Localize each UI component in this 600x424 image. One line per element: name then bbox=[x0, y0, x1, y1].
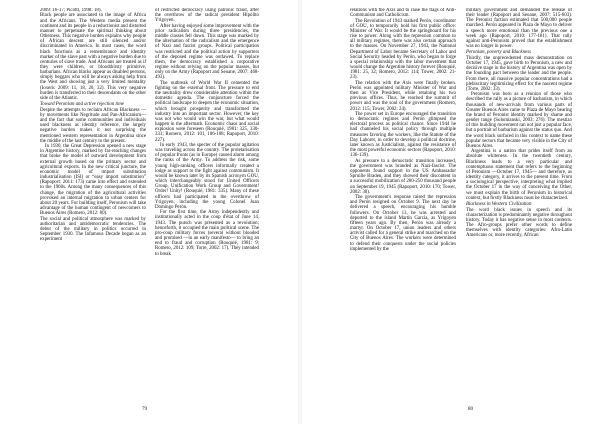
body-paragraph: The power set in Europe encouraged the transition to democratic regimes and Perón glimpsed the electoral process as political chance. Since 1944 he had channeled his social policy through multiple measures favoring the workers, like the Statute of the Day Laborer, in order to develop a political doctrine, later known as Justicialism, against the resistance of the most powerful economic sectors (Rapoport, 2010: 136-139). bbox=[350, 112, 456, 159]
body-paragraph: Peronism was born as a reunion of those who described the rally as a picture of barbarism, in which thousands of new-arrivals from various parts of Greater Buenos Aires came to Plaza de Mayo bearing the brand of Peronist identity marked by shame and gender range (Solomianski, 2003: 276). The mestizo of this building movement ran not just a popular face, but a portrait of barbarism against the status quo. And the word black surfaced in this context to name these popular sectors that became very visible in the City of Buenos Aires. bbox=[466, 92, 572, 149]
section-heading: Blackness in Western Civilization bbox=[466, 201, 532, 207]
body-paragraph: As pressure to a democratic transition increased, the government was branded as Nazi-fascist. The opponents found support in the US Ambassador Spruille Braden, and they showed their discontent in a successful mobilization of 200-250 thousand people on September 19, 1945 (Rapoport, 2010: 170; Tower, 2002: 30). bbox=[350, 158, 456, 195]
page-number: 79 bbox=[142, 407, 147, 412]
body-paragraph: The social and political atmosphere was marked by authoritarian and antidemocratic tendencies. The debut of the military in politics occurred in September 1930. The Infamous Decade began as an experiment bbox=[40, 216, 146, 243]
left-page-column-1 bbox=[40, 8, 146, 402]
body-paragraph: 2009: 16-17; Picotti, 1998: 18). bbox=[40, 8, 102, 13]
body-paragraph: relations with the Axis and to raise the flags of Anti-Communism and Catholicism. bbox=[350, 8, 456, 19]
body-paragraph: In early 1943, the specter of the popular agitation was traveling across the country. The proletarisation of popular fronts (as in Europe) caused alarm among the ranks of the Army. To address the risk, some young high-ranking officers informally created a lodge as support to the fight against communism. It would be known later by its Spanish acronym GOU, which interchangeably stood for United Officers Group, Unification Work Group and Government! Order! Unity! (Rouquié, 1981: 335). Many of these officers had participated in the overthrow of Yrigoyen, including the young Colonel Juan Domingo Perón. bbox=[155, 142, 259, 210]
page-number: 80 bbox=[468, 407, 473, 412]
body-paragraph: Black people are associated to the image of Africa and the Africans. The Western media present the continent and its people in a reductionist and distorted manner to perpetuate the spiritual thinking about Otherness. This negative burden explains why people of African descent are still silenced and/or discriminated in America. In most cases, the word black functions as a remembrance and identity marker of the slave past with a negative burden due to centuries of slave trade. And Africans are treated as if they were children, or bloodthirsty primitive, barbarians. African blacks appear as disabled persons, simply beggars who will be always asking help from the West and showing just a very limited mentality (Ioxeric 2009: 11, 18, 20, 32). This very negative burden is transferred to their descendants on the other side of the Atlantic. bbox=[40, 13, 146, 101]
body-paragraph: The government's response raised the repression and Perón resigned on October 9. The next day he delivered a speech, encouraging his humble followers. On October 13, he was arrested and deported to the island Martín García, as Yrigoyen fifteen years ago. By then, Perón was already a martyr. On October 17, union leaders and others activist called for a general strike and marched on the City of Buenos Aires. The workers were determined to defend their conquests under the social policies implemented by the bbox=[350, 195, 456, 252]
left-page-column-2 bbox=[155, 8, 259, 402]
right-page bbox=[300, 0, 600, 424]
body-paragraph: of restricted democracy using patronic fraud, after the overthrow of the radical president Hipólito Yrigoyen. bbox=[155, 8, 259, 24]
body-paragraph: Despite the attempts to reclaim African Blackness —by movements like Negritude and Pan-Africanism— and the fact that some communities and individuals used blackness as identity reference, the largely negative burden makes it not surprising the mentioned western representation in Argentina since the middle of the last century to the present. bbox=[40, 107, 146, 144]
body-paragraph: The Revolution of 1943 marked Perón, coordinator of GOU, to temporarily hold his first public office: Minister of War. It would be the springboard for his rise to power. Along with the repression common to all military regimes, there was also certain approach to the masses. On November 27, 1943, the National Department of Labor became Secretary of Labor and Social Security headed by Perón, who began to forge a special relationship with the labor movement that would change the Argentine history forever (Rouquié, 1981: 25, 32; Romero, 2012: 114; Tower, 2002: 21-23). bbox=[350, 18, 456, 81]
section-heading: Peronism, poverty and Blackness bbox=[466, 50, 532, 56]
section-heading: Toward Peronism and active rejection time bbox=[40, 102, 124, 108]
body-paragraph: military government and demanded the release of their leader (Rapoport and Seoane, 2007: 515-603). The Peronist faction estimated that 500,000 people marched. Perón appeared in Plaza de Mayo to deliver a speech more emotional than the previous one a week ago (Rapoport, 2010: 177-181). That rally against anti-Peronism proved that the establishment was no longer in power. bbox=[466, 8, 572, 50]
right-page-column-1 bbox=[350, 8, 456, 402]
right-page-column-2 bbox=[466, 8, 572, 402]
body-paragraph: The relation with the Axis were finally broken. Perón was appointed military Minister of War and then as Vice President, while retaining his two previous offices. Thus, he reached the summit of power and was the soul of the government (Romero, 2012: 115; Tower, 2002: 24). bbox=[350, 80, 456, 112]
body-paragraph: The word black issues in speech and its characterization is predominantly negative throughout history. Today it has negative sense in most contexts. The Afro-groups prefer other words to define themselves with identity categories: Afro-Latin Americans or, more recently, African bbox=[466, 207, 572, 239]
body-paragraph: Thirdly, the unprecedented mass demonstration on October 17, 1945, gave birth to Peronism, a new and decisive stage in the history of Argentina was open by the founding pact between the leader and the people. From there, all massive popular concentrations had a plebiscitary legitimizing effect for the nascent regime (Torre, 2002: 33). bbox=[466, 55, 572, 92]
body-paragraph: Argentina is a nation that prides itself from an absolute whiteness. In the twentieth century, Blackness leads to a very particular and contemptuous statement that refers to the beginning of Peronism —October 17, 1945— and therefore, as identity category, it arrives to the present time. From a sociological perspective, interpreting what implied the October 17 in the way of conceiving the Other, we must explain the birth of Peronism in historical context, but firstly Blackness must be characterized. bbox=[466, 149, 572, 201]
body-paragraph: For the first time, the Army independently and institutionally acted in the coup d'état of June 14, 1943. The putsch was presented as a revolution; henceforth, it occupied the main political scene. The pro-coup military forces (several without blooded and promised —in an early manifesto— to bring an end to fraud and corruption (Rouquié, 1981: 9; Romero, 2012: 109; Torre, 2002: 17). They intended to break bbox=[155, 210, 259, 257]
body-paragraph: In 1930, the Great Depression opened a new stage in Argentine history, marked by far-reaching changes that broke the model of outward development from external growth based on the primary sector and agricultural exports. In the new critical juncture, the economic model of import substitution industrialisation (ISI) or “easy import substitution” (Rapoport: 2011: 173) came into effect and extended to the 1960s. Among the many consequences of this change, the migration of the agricultural activities provoked an internal migration to urban centers for about 20 years. For building itself, Peronism will take advantage of the human contingent of newcomers to Buenos Aires (Romero, 2012: 80). bbox=[40, 144, 146, 217]
body-paragraph: After having enjoyed some improvement with the prior radicalism during three presidencies, the middle classes fell down. This stage was marked by the alternation of the radicalism and the emergence of Nazi and fascist groups. Political participation was restricted and the political action by supporters of the deposed regime was outlawed. To replace them, the democracy established a corporative regime without relying on the popular masses, but only on the Army (Rapoport and Seoane, 2007: 468-493). bbox=[155, 23, 259, 81]
body-paragraph: The outbreak of World War II cemented the fighting on the external front. The pressure to end the neutrality drew considerable attention within the domestic agenda. The conjuncture forced the political landscape to deepen the economic situation, which brought prosperity and transformed the industry into an important sector. However, the key was not who would win the war, but what would happen in the aftermath. Economic chaos and social explosion were foreseen (Rouquié, 1981: 325, 330-331; Romero, 2012: 101, 106-108; Rapoport, 2010: 227). bbox=[155, 80, 259, 143]
